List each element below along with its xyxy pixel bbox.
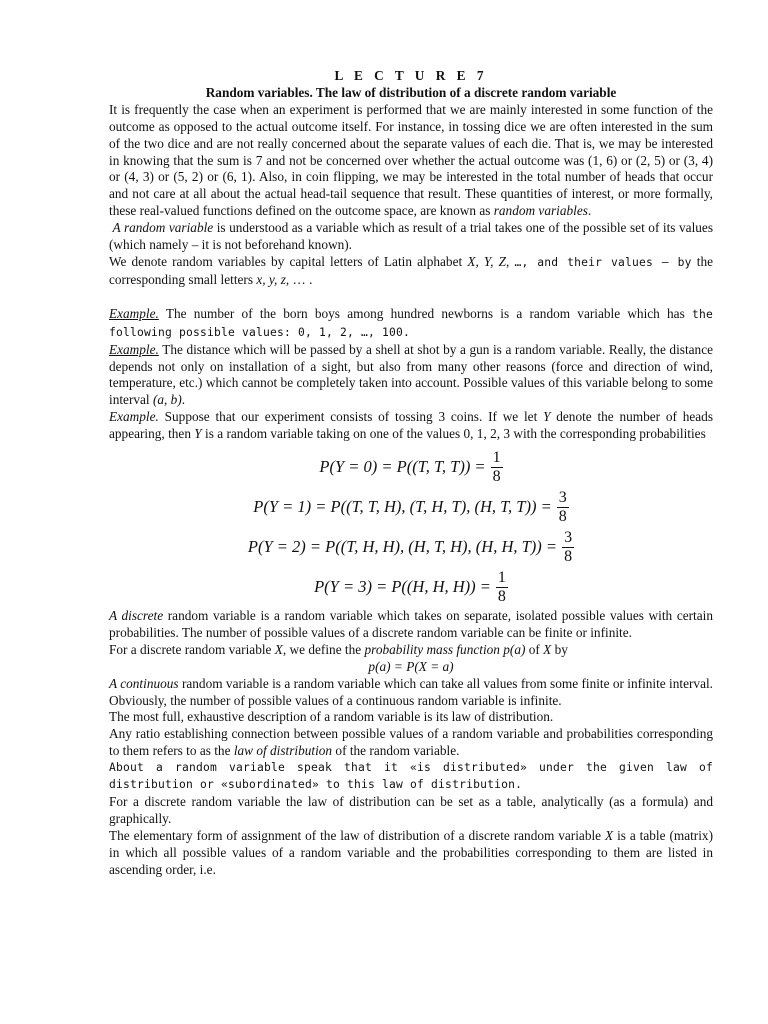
intro-end: . bbox=[587, 203, 592, 219]
fraction bbox=[557, 489, 569, 526]
discrete-text: random variable is a random variable which takes on separate, isolated possible values with certain probabilities. The number of possible values of a discrete random variable can be finite or infinite. bbox=[109, 608, 713, 640]
pmf-x2: X bbox=[543, 641, 552, 657]
law-emphasis: law of distribution bbox=[233, 743, 333, 759]
notation-paragraph bbox=[109, 254, 713, 289]
equation-y3 bbox=[109, 569, 713, 606]
denominator: 8 bbox=[492, 468, 501, 486]
pmf-paragraph bbox=[109, 642, 713, 659]
lecture-page bbox=[109, 68, 713, 879]
example-3-label: Example. bbox=[109, 409, 159, 425]
numerator: 1 bbox=[492, 449, 501, 467]
pmf-text-a: For a discrete random variable bbox=[109, 641, 272, 657]
lecture-number: L E C T U R E 7 bbox=[334, 68, 488, 83]
intro-text: It is frequently the case when an experiment is performed that we are mainly interested in some function of the outcome as opposed to the actual outcome itself. For instance, in tossing dice we are often interested in the sum of the two dice and are not really concerned about the separate values of each die. That is, we may be interested in knowing that the sum is 7 and not be concerned over whether the actual outcome was (1, 6) or (2, 5) or (3, 4) or (4, 3) or (5, 2) or (6, 1). Also, in coin flipping, we may be interested in the total number of heads that occur and not care at all about the actual head-tail sequence that result. These quantities of interest, or more formally, these real-valued functions defined on the outcome space, are known as bbox=[109, 101, 713, 219]
discrete-emphasis: A discrete bbox=[109, 608, 164, 624]
example-3-y2: Y bbox=[194, 426, 202, 442]
table-form bbox=[109, 828, 713, 879]
notation-end: … . bbox=[292, 271, 313, 287]
numerator: 3 bbox=[558, 489, 567, 507]
table-form-x: X bbox=[605, 827, 614, 843]
pmf-x: X bbox=[274, 641, 283, 657]
pmf-formula-text: p(a) = P(X = a) bbox=[368, 658, 454, 674]
equation-lhs: P(Y = 0) = P((T, T, T)) = bbox=[319, 457, 486, 477]
distributed-remark: About a random variable speak that it «is distributed» under the given law of distribution or «subordinated» to this law of distribution. bbox=[109, 761, 713, 792]
example-2-end: . bbox=[181, 392, 186, 408]
notation-mono: …, and their values – by bbox=[514, 255, 692, 269]
intro-paragraph bbox=[109, 102, 713, 220]
equation-lhs: P(Y = 2) = P((T, H, H), (H, T, H), (H, H, T)) = bbox=[247, 537, 558, 557]
equation-lhs: P(Y = 3) = P((H, H, H)) = bbox=[314, 577, 491, 597]
denominator: 8 bbox=[558, 508, 567, 526]
numerator: 1 bbox=[497, 569, 506, 587]
example-2-text: The distance which will be passed by a shell at shot by a gun is a random variable. Really, the distance depends not only on installation of a sight, but also from many other reasons (force and direction of wind, temperature, etc.) which cannot be completely taken into account. Possible values of this variable belong to some interval bbox=[109, 341, 713, 408]
example-1-mono: the following possible values: 0, 1, 2, …, 100. bbox=[109, 307, 713, 339]
denominator: 8 bbox=[497, 588, 506, 606]
example-1-label: Example. bbox=[109, 305, 159, 321]
equation-y0 bbox=[109, 449, 713, 486]
lecture-title: Random variables. The law of distribution of a discrete random variable bbox=[205, 84, 617, 100]
example-3-text-a: Suppose that our experiment consists of tossing 3 coins. If we let bbox=[158, 409, 538, 425]
example-3-y: Y bbox=[543, 409, 551, 425]
continuous-emphasis: A continuous bbox=[109, 675, 179, 691]
intro-emphasis: random variables bbox=[493, 203, 588, 219]
example-3-text-c: is a random variable taking on one of the values 0, 1, 2, 3 with the corresponding probabilities bbox=[201, 426, 706, 442]
example-1-text: The number of the born boys among hundred newborns is a random variable which has bbox=[158, 305, 685, 321]
equation-lhs: P(Y = 1) = P((T, T, H), (T, H, T), (H, T, T)) = bbox=[253, 497, 552, 517]
law-text-b: of the random variable. bbox=[332, 743, 460, 759]
rv-def-emphasis: A random variable bbox=[112, 220, 214, 236]
fraction bbox=[491, 449, 503, 486]
equation-y1 bbox=[109, 489, 713, 526]
notation-text-a: We denote random variables by capital letters of Latin alphabet bbox=[109, 253, 463, 269]
notation-text-b: the corresponding small letters bbox=[109, 253, 714, 287]
equation-y2 bbox=[109, 529, 713, 566]
example-2-label: Example. bbox=[109, 341, 159, 357]
fraction bbox=[562, 529, 574, 566]
table-form-text-a: The elementary form of assignment of the law of distribution of a discrete random variable bbox=[109, 827, 602, 843]
pmf-text-d: by bbox=[551, 641, 568, 657]
continuous-definition bbox=[109, 676, 713, 710]
example-2-interval: (a, b) bbox=[152, 392, 182, 408]
distribution-description: The most full, exhaustive description of a random variable is its law of distribution. bbox=[109, 709, 554, 725]
example-1 bbox=[109, 306, 713, 342]
table-form-text-b: is a table (matrix) in which all possible values of a random variable and the probabilities corresponding to them are listed in ascending order, i.e. bbox=[109, 827, 714, 877]
example-3-text-b: denote the number of heads appearing, then bbox=[109, 409, 714, 442]
pmf-formula bbox=[109, 659, 713, 676]
rv-def-text: is understood as a variable which as result of a trial takes one of the possible set of its values (which namely – it is not beforehand known). bbox=[109, 220, 713, 253]
law-text-a: Any ratio establishing connection between possible values of a random variable and probabilities corresponding to them refers to as the bbox=[109, 726, 713, 759]
pmf-emphasis: probability mass function p(a) bbox=[364, 641, 526, 657]
notation-caps: X, Y, Z, bbox=[467, 253, 510, 269]
law-definition bbox=[109, 726, 713, 760]
pmf-text-c: of bbox=[525, 641, 540, 657]
denominator: 8 bbox=[564, 548, 573, 566]
numerator: 3 bbox=[564, 529, 573, 547]
spacer bbox=[109, 289, 713, 306]
example-2 bbox=[109, 342, 713, 410]
discrete-definition bbox=[109, 608, 713, 642]
law-forms: For a discrete random variable the law of distribution can be set as a table, analytically (as a formula) and graphically. bbox=[109, 794, 713, 826]
fraction bbox=[496, 569, 508, 606]
random-variable-definition bbox=[109, 220, 713, 254]
notation-small: x, y, z, bbox=[256, 271, 290, 287]
pmf-text-b: , we define the bbox=[282, 641, 362, 657]
continuous-text: random variable is a random variable which can take all values from some finite or infinite interval. Obviously, the number of possible values of a continuous random variable is infinite. bbox=[109, 675, 713, 708]
example-3 bbox=[109, 409, 713, 443]
